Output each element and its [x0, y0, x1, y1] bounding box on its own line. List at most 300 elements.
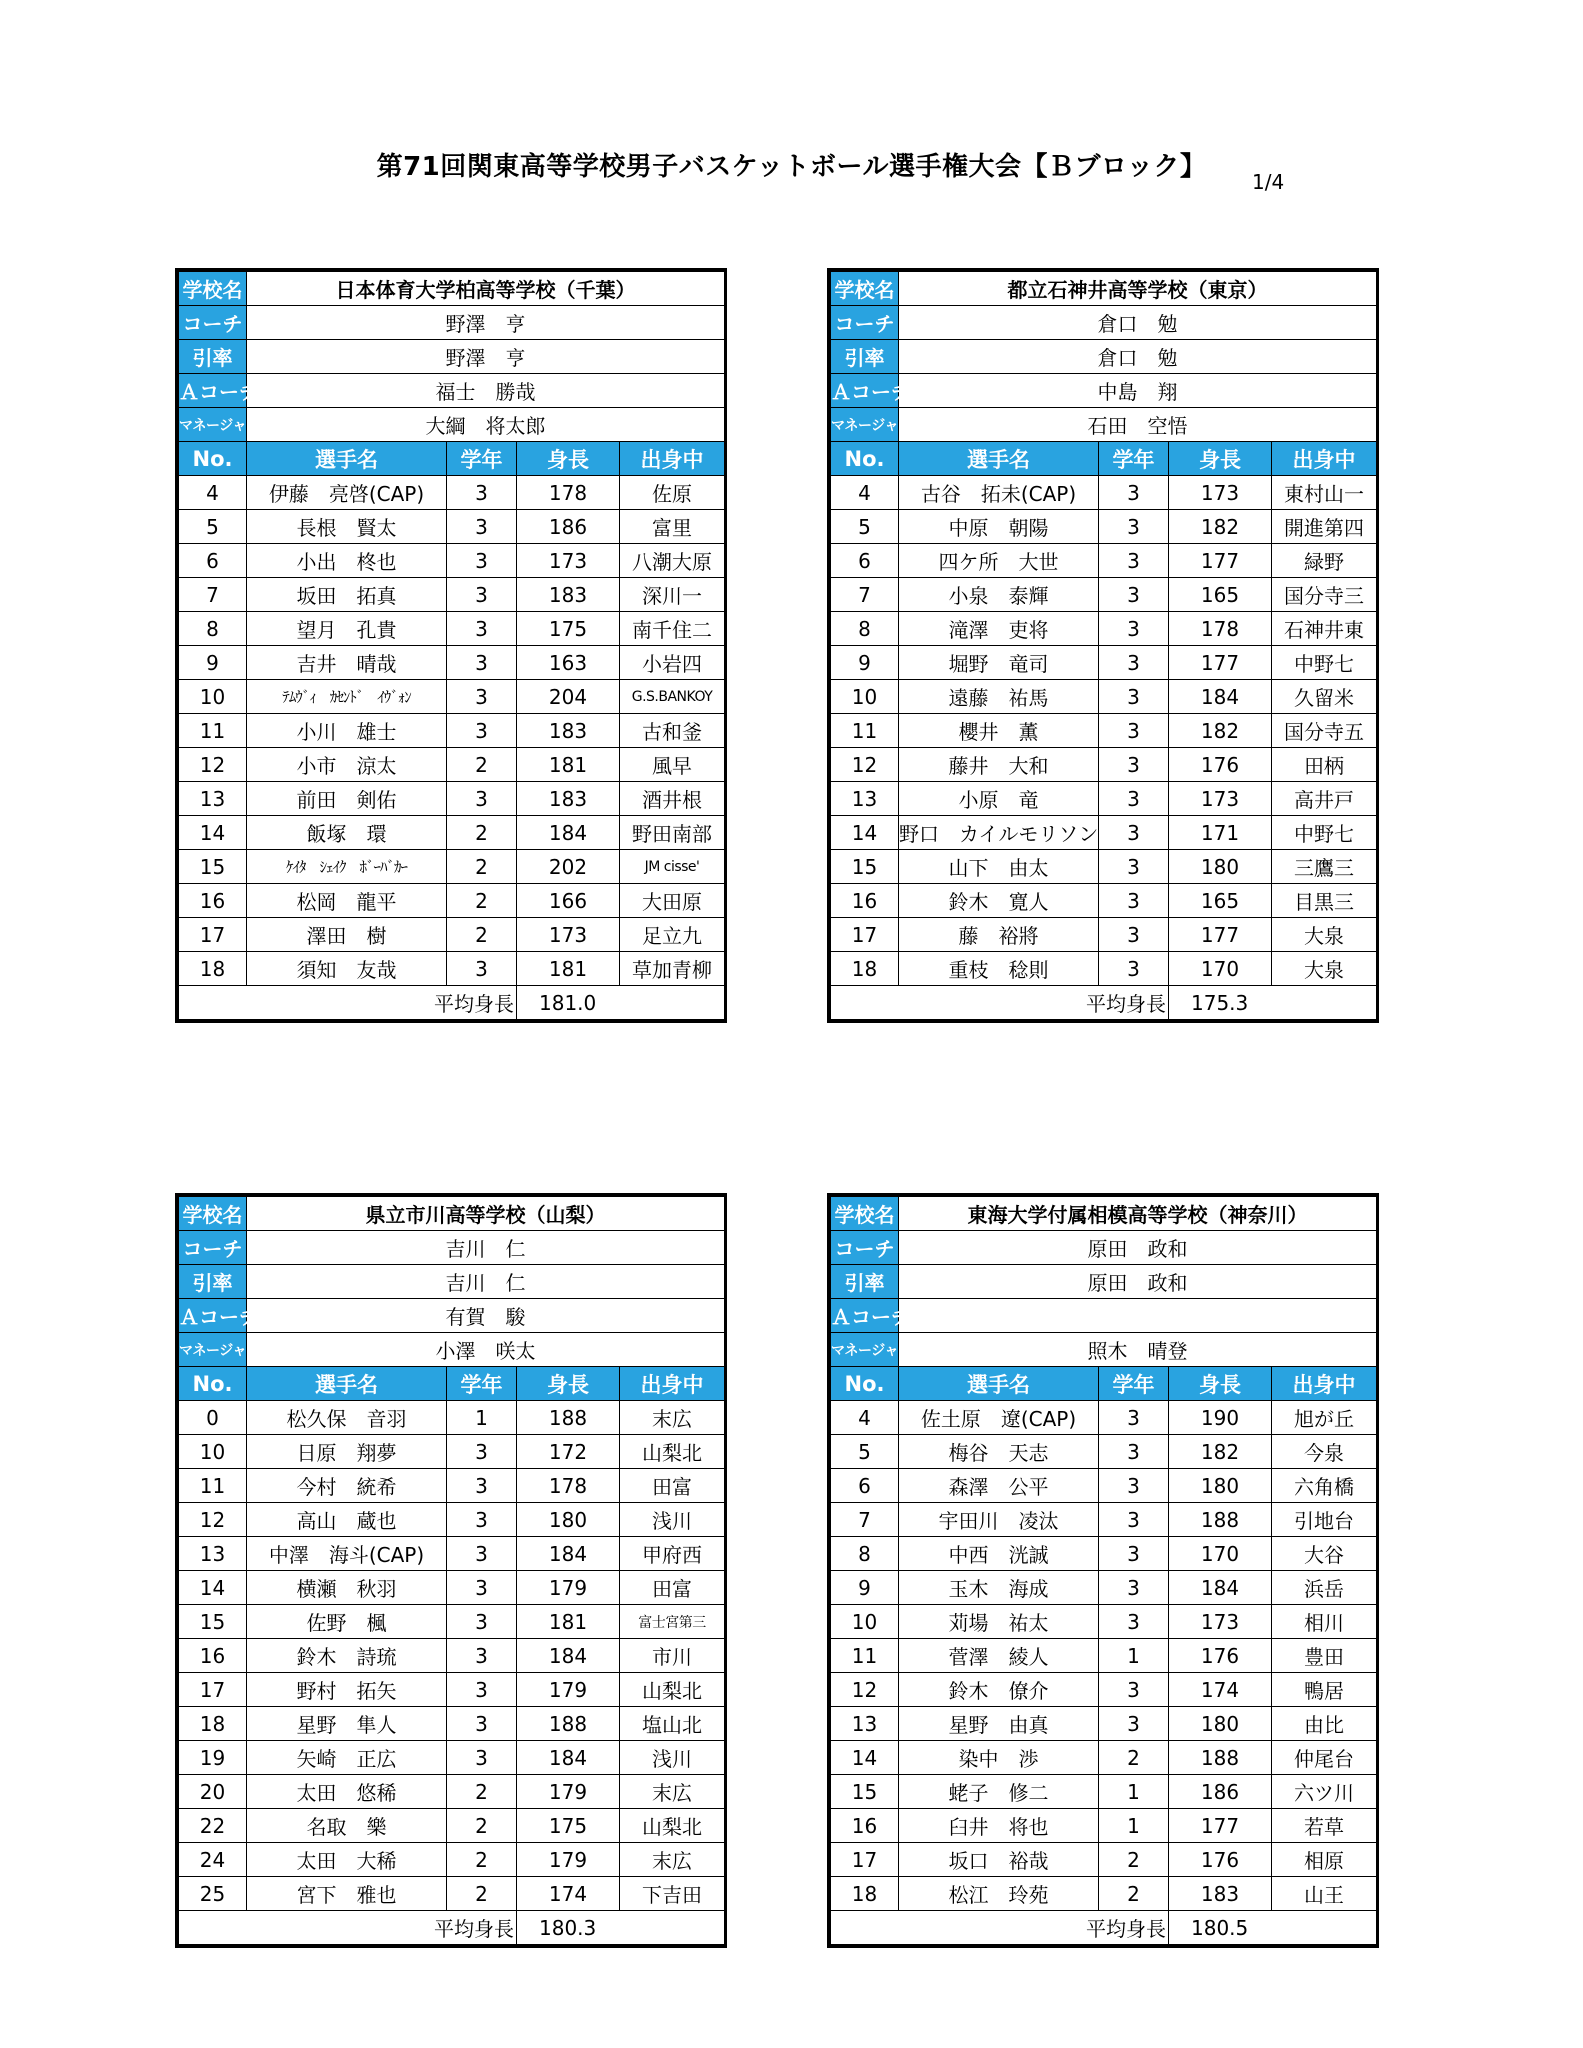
- player-junior-high: 六ツ川: [1272, 1775, 1377, 1809]
- player-number: 14: [179, 816, 247, 850]
- player-row: [179, 1571, 725, 1605]
- player-junior-high: 塩山北: [620, 1707, 725, 1741]
- player-grade: 2: [447, 1843, 517, 1877]
- player-name: 鈴木 僚介: [899, 1673, 1099, 1707]
- player-junior-high: 国分寺三: [1272, 578, 1377, 612]
- player-row: [179, 1469, 725, 1503]
- player-junior-high: 引地台: [1272, 1503, 1377, 1537]
- assistant-coach-name: 有賀 駿: [247, 1299, 725, 1333]
- player-grade: 3: [1099, 680, 1169, 714]
- player-junior-high: 由比: [1272, 1707, 1377, 1741]
- player-grade: 3: [1099, 510, 1169, 544]
- average-height-row: [179, 1911, 725, 1945]
- player-junior-high: 若草: [1272, 1809, 1377, 1843]
- player-number: 4: [831, 1401, 899, 1435]
- manager-name-row: [179, 408, 725, 442]
- assistant-coach-name-row: [831, 1299, 1377, 1333]
- player-grade: 3: [447, 578, 517, 612]
- player-grade: 3: [1099, 918, 1169, 952]
- coach-name: 野澤 亨: [247, 306, 725, 340]
- player-junior-high: 大泉: [1272, 918, 1377, 952]
- player-row: [179, 748, 725, 782]
- school-name: 県立市川高等学校（山梨）: [247, 1197, 725, 1231]
- player-name: 小川 雄士: [247, 714, 447, 748]
- player-junior-high: 田柄: [1272, 748, 1377, 782]
- player-grade: 3: [447, 1639, 517, 1673]
- player-number: 9: [179, 646, 247, 680]
- header-player-name: 選手名: [899, 1367, 1099, 1401]
- player-grade: 1: [1099, 1639, 1169, 1673]
- player-junior-high: 中野七: [1272, 646, 1377, 680]
- player-junior-high: 浅川: [620, 1741, 725, 1775]
- header-number: No.: [179, 1367, 247, 1401]
- coach-name-label: コーチ: [831, 1231, 899, 1265]
- player-grade: 3: [1099, 1503, 1169, 1537]
- player-row: [179, 646, 725, 680]
- player-grade: 3: [1099, 476, 1169, 510]
- average-height-value: 181.0: [517, 986, 725, 1020]
- player-number: 13: [831, 1707, 899, 1741]
- player-grade: 2: [447, 1877, 517, 1911]
- player-height: 174: [1169, 1673, 1272, 1707]
- player-junior-high: 市川: [620, 1639, 725, 1673]
- manager-name: 小澤 咲太: [247, 1333, 725, 1367]
- player-row: [831, 1537, 1377, 1571]
- player-name: 染中 渉: [899, 1741, 1099, 1775]
- player-name: 伊藤 亮啓(CAP): [247, 476, 447, 510]
- school-name: 日本体育大学柏高等学校（千葉）: [247, 272, 725, 306]
- player-junior-high: 六角橋: [1272, 1469, 1377, 1503]
- player-number: 16: [179, 884, 247, 918]
- player-height: 204: [517, 680, 620, 714]
- player-junior-high: 佐原: [620, 476, 725, 510]
- player-row: [179, 850, 725, 884]
- player-height: 183: [517, 714, 620, 748]
- player-name: 太田 悠稀: [247, 1775, 447, 1809]
- header-junior-high: 出身中: [620, 442, 725, 476]
- player-grade: 3: [447, 510, 517, 544]
- average-height-label: 平均身長: [831, 986, 1169, 1020]
- average-height-label: 平均身長: [179, 1911, 517, 1945]
- player-grade: 1: [1099, 1775, 1169, 1809]
- player-number: 10: [831, 1605, 899, 1639]
- player-number: 15: [179, 850, 247, 884]
- player-name: 堀野 竜司: [899, 646, 1099, 680]
- coach-name-label: コーチ: [179, 306, 247, 340]
- player-number: 7: [179, 578, 247, 612]
- coach-name-label: コーチ: [831, 306, 899, 340]
- player-name: 小原 竜: [899, 782, 1099, 816]
- player-height: 180: [1169, 1469, 1272, 1503]
- leader-name: 倉口 勉: [899, 340, 1377, 374]
- coach-name-row: [831, 306, 1377, 340]
- player-grade: 3: [1099, 816, 1169, 850]
- player-junior-high: 風早: [620, 748, 725, 782]
- player-junior-high: 高井戸: [1272, 782, 1377, 816]
- player-junior-high: 緑野: [1272, 544, 1377, 578]
- coach-name-row: [179, 1231, 725, 1265]
- assistant-coach-name: [899, 1299, 1377, 1333]
- player-name: 松久保 音羽: [247, 1401, 447, 1435]
- player-name: 宮下 雅也: [247, 1877, 447, 1911]
- player-height: 180: [517, 1503, 620, 1537]
- player-name: 梅谷 天志: [899, 1435, 1099, 1469]
- player-row: [831, 1571, 1377, 1605]
- player-name: 日原 翔夢: [247, 1435, 447, 1469]
- player-row: [831, 1639, 1377, 1673]
- player-row: [831, 1469, 1377, 1503]
- player-junior-high: 富士宮第三: [620, 1605, 725, 1639]
- player-height: 184: [1169, 1571, 1272, 1605]
- player-number: 13: [179, 1537, 247, 1571]
- team-roster-4: [827, 1193, 1379, 1948]
- player-row: [831, 510, 1377, 544]
- player-height: 179: [517, 1571, 620, 1605]
- player-height: 170: [1169, 952, 1272, 986]
- player-row: [831, 1877, 1377, 1911]
- player-number: 16: [831, 1809, 899, 1843]
- player-height: 171: [1169, 816, 1272, 850]
- player-junior-high: 甲府西: [620, 1537, 725, 1571]
- player-row: [179, 578, 725, 612]
- school-name-row: [179, 272, 725, 306]
- player-number: 13: [179, 782, 247, 816]
- player-number: 18: [831, 952, 899, 986]
- player-height: 184: [517, 1537, 620, 1571]
- player-height: 184: [517, 1741, 620, 1775]
- player-height: 176: [1169, 1639, 1272, 1673]
- player-height: 182: [1169, 714, 1272, 748]
- player-grade: 2: [447, 1809, 517, 1843]
- player-name: 長根 賢太: [247, 510, 447, 544]
- player-number: 5: [831, 1435, 899, 1469]
- manager-name-row: [831, 408, 1377, 442]
- player-number: 15: [831, 850, 899, 884]
- player-name: 臼井 将也: [899, 1809, 1099, 1843]
- player-name: 横瀬 秋羽: [247, 1571, 447, 1605]
- player-name: 佐土原 遼(CAP): [899, 1401, 1099, 1435]
- player-row: [179, 544, 725, 578]
- player-junior-high: 大泉: [1272, 952, 1377, 986]
- player-row: [831, 884, 1377, 918]
- player-number: 18: [831, 1877, 899, 1911]
- player-row: [179, 816, 725, 850]
- player-row: [179, 1775, 725, 1809]
- player-height: 183: [517, 782, 620, 816]
- player-number: 16: [831, 884, 899, 918]
- player-number: 20: [179, 1775, 247, 1809]
- average-height-row: [831, 986, 1377, 1020]
- player-height: 188: [1169, 1503, 1272, 1537]
- player-height: 173: [517, 544, 620, 578]
- player-junior-high: 田富: [620, 1571, 725, 1605]
- player-number: 0: [179, 1401, 247, 1435]
- roster-header-row: [831, 442, 1377, 476]
- player-height: 179: [517, 1775, 620, 1809]
- player-junior-high: 大谷: [1272, 1537, 1377, 1571]
- player-row: [179, 1877, 725, 1911]
- player-junior-high: 旭が丘: [1272, 1401, 1377, 1435]
- player-junior-high: 東村山一: [1272, 476, 1377, 510]
- player-height: 183: [1169, 1877, 1272, 1911]
- player-height: 190: [1169, 1401, 1272, 1435]
- school-name-row: [179, 1197, 725, 1231]
- player-row: [831, 1435, 1377, 1469]
- player-height: 184: [517, 816, 620, 850]
- player-height: 177: [1169, 646, 1272, 680]
- player-junior-high: 豊田: [1272, 1639, 1377, 1673]
- player-grade: 3: [1099, 748, 1169, 782]
- coach-name-label: コーチ: [179, 1231, 247, 1265]
- player-name: 飯塚 環: [247, 816, 447, 850]
- player-grade: 2: [447, 884, 517, 918]
- player-row: [179, 1605, 725, 1639]
- player-number: 11: [831, 714, 899, 748]
- coach-name: 倉口 勉: [899, 306, 1377, 340]
- manager-name-label: マネージャー: [179, 408, 247, 442]
- player-name: 中原 朝陽: [899, 510, 1099, 544]
- player-number: 11: [179, 714, 247, 748]
- player-grade: 3: [1099, 1537, 1169, 1571]
- player-number: 18: [179, 952, 247, 986]
- player-height: 184: [517, 1639, 620, 1673]
- player-grade: 3: [447, 714, 517, 748]
- player-height: 180: [1169, 1707, 1272, 1741]
- player-number: 6: [179, 544, 247, 578]
- player-height: 178: [517, 476, 620, 510]
- player-row: [831, 612, 1377, 646]
- player-grade: 3: [1099, 884, 1169, 918]
- player-junior-high: 足立九: [620, 918, 725, 952]
- player-junior-high: 中野七: [1272, 816, 1377, 850]
- player-name: 野村 拓矢: [247, 1673, 447, 1707]
- player-name: 遠藤 祐馬: [899, 680, 1099, 714]
- player-number: 14: [179, 1571, 247, 1605]
- player-junior-high: 田富: [620, 1469, 725, 1503]
- player-name: 古谷 拓未(CAP): [899, 476, 1099, 510]
- player-height: 175: [517, 1809, 620, 1843]
- player-junior-high: 石神井東: [1272, 612, 1377, 646]
- school-name-label: 学校名: [179, 1197, 247, 1231]
- player-name: 矢崎 正広: [247, 1741, 447, 1775]
- player-number: 8: [831, 1537, 899, 1571]
- player-name: 藤井 大和: [899, 748, 1099, 782]
- leader-name-label: 引率: [831, 1265, 899, 1299]
- header-number: No.: [831, 1367, 899, 1401]
- player-junior-high: 山王: [1272, 1877, 1377, 1911]
- player-number: 24: [179, 1843, 247, 1877]
- player-name: ﾃﾑｳﾞｨ ｶｾﾝﾄﾞ ｲｳﾞｫﾝ: [247, 680, 447, 714]
- coach-name: 吉川 仁: [247, 1231, 725, 1265]
- player-grade: 3: [1099, 1707, 1169, 1741]
- player-junior-high: 下吉田: [620, 1877, 725, 1911]
- roster-header-row: [179, 442, 725, 476]
- player-height: 173: [1169, 782, 1272, 816]
- player-name: 小市 涼太: [247, 748, 447, 782]
- header-junior-high: 出身中: [620, 1367, 725, 1401]
- player-grade: 3: [447, 1707, 517, 1741]
- player-number: 10: [831, 680, 899, 714]
- player-height: 177: [1169, 544, 1272, 578]
- player-junior-high: 今泉: [1272, 1435, 1377, 1469]
- player-name: 櫻井 薫: [899, 714, 1099, 748]
- header-junior-high: 出身中: [1272, 442, 1377, 476]
- manager-name: 石田 空悟: [899, 408, 1377, 442]
- player-grade: 1: [1099, 1809, 1169, 1843]
- player-name: 今村 統希: [247, 1469, 447, 1503]
- player-row: [831, 714, 1377, 748]
- player-name: 須知 友哉: [247, 952, 447, 986]
- assistant-coach-name-row: [831, 374, 1377, 408]
- header-junior-high: 出身中: [1272, 1367, 1377, 1401]
- player-row: [831, 578, 1377, 612]
- player-number: 6: [831, 1469, 899, 1503]
- average-height-label: 平均身長: [831, 1911, 1169, 1945]
- player-number: 17: [831, 918, 899, 952]
- player-grade: 3: [447, 952, 517, 986]
- player-grade: 2: [447, 918, 517, 952]
- player-row: [179, 782, 725, 816]
- player-row: [179, 1809, 725, 1843]
- player-number: 11: [831, 1639, 899, 1673]
- player-height: 165: [1169, 884, 1272, 918]
- player-name: 澤田 樹: [247, 918, 447, 952]
- player-junior-high: 山梨北: [620, 1809, 725, 1843]
- player-grade: 3: [1099, 952, 1169, 986]
- header-player-name: 選手名: [247, 442, 447, 476]
- player-grade: 3: [1099, 1435, 1169, 1469]
- player-name: 松江 玲苑: [899, 1877, 1099, 1911]
- player-height: 173: [1169, 476, 1272, 510]
- player-row: [831, 1843, 1377, 1877]
- player-junior-high: 末広: [620, 1843, 725, 1877]
- header-height: 身長: [517, 442, 620, 476]
- player-number: 10: [179, 1435, 247, 1469]
- player-number: 14: [831, 816, 899, 850]
- player-name: 吉井 晴哉: [247, 646, 447, 680]
- coach-name: 原田 政和: [899, 1231, 1377, 1265]
- leader-name-label: 引率: [179, 340, 247, 374]
- player-name: 宇田川 凌汰: [899, 1503, 1099, 1537]
- player-number: 11: [179, 1469, 247, 1503]
- player-grade: 2: [1099, 1843, 1169, 1877]
- player-grade: 3: [447, 1537, 517, 1571]
- player-height: 177: [1169, 918, 1272, 952]
- manager-name-row: [179, 1333, 725, 1367]
- page-number: 1/4: [1252, 170, 1285, 194]
- school-name-label: 学校名: [831, 272, 899, 306]
- player-row: [831, 1809, 1377, 1843]
- header-grade: 学年: [1099, 442, 1169, 476]
- player-grade: 3: [1099, 1673, 1169, 1707]
- player-name: 星野 由真: [899, 1707, 1099, 1741]
- player-row: [831, 1673, 1377, 1707]
- leader-name-row: [831, 1265, 1377, 1299]
- player-junior-high: 深川一: [620, 578, 725, 612]
- player-name: 山下 由太: [899, 850, 1099, 884]
- manager-name: 大綱 将太郎: [247, 408, 725, 442]
- player-number: 17: [179, 918, 247, 952]
- player-grade: 3: [1099, 1401, 1169, 1435]
- player-number: 4: [831, 476, 899, 510]
- player-name: 菅澤 綾人: [899, 1639, 1099, 1673]
- player-name: 星野 隼人: [247, 1707, 447, 1741]
- average-height-row: [831, 1911, 1377, 1945]
- player-grade: 3: [447, 1435, 517, 1469]
- average-height-value: 180.5: [1169, 1911, 1377, 1945]
- player-grade: 3: [447, 680, 517, 714]
- player-row: [179, 714, 725, 748]
- header-number: No.: [179, 442, 247, 476]
- player-number: 16: [179, 1639, 247, 1673]
- player-row: [831, 1741, 1377, 1775]
- manager-name: 照木 晴登: [899, 1333, 1377, 1367]
- player-row: [179, 1639, 725, 1673]
- leader-name: 吉川 仁: [247, 1265, 725, 1299]
- player-junior-high: 草加青柳: [620, 952, 725, 986]
- school-name: 都立石神井高等学校（東京）: [899, 272, 1377, 306]
- player-row: [179, 1741, 725, 1775]
- player-row: [179, 1537, 725, 1571]
- player-row: [831, 646, 1377, 680]
- player-height: 166: [517, 884, 620, 918]
- player-name: ｹｲﾀ ｼｪｲｸ ﾎﾞｰﾊﾞｶｰ: [247, 850, 447, 884]
- leader-name: 野澤 亨: [247, 340, 725, 374]
- player-number: 12: [831, 748, 899, 782]
- assistant-coach-name-row: [179, 374, 725, 408]
- player-row: [831, 544, 1377, 578]
- player-row: [179, 510, 725, 544]
- player-height: 177: [1169, 1809, 1272, 1843]
- manager-name-label: マネージャー: [831, 408, 899, 442]
- player-junior-high: 末広: [620, 1401, 725, 1435]
- player-name: 名取 樂: [247, 1809, 447, 1843]
- average-height-value: 175.3: [1169, 986, 1377, 1020]
- player-junior-high: 国分寺五: [1272, 714, 1377, 748]
- player-grade: 3: [447, 476, 517, 510]
- player-row: [831, 1401, 1377, 1435]
- leader-name-label: 引率: [831, 340, 899, 374]
- player-grade: 1: [447, 1401, 517, 1435]
- player-height: 178: [1169, 612, 1272, 646]
- player-row: [831, 1707, 1377, 1741]
- player-height: 163: [517, 646, 620, 680]
- player-name: 望月 孔貴: [247, 612, 447, 646]
- player-height: 165: [1169, 578, 1272, 612]
- player-height: 183: [517, 578, 620, 612]
- player-grade: 2: [447, 748, 517, 782]
- manager-name-row: [831, 1333, 1377, 1367]
- player-row: [831, 680, 1377, 714]
- header-grade: 学年: [1099, 1367, 1169, 1401]
- player-number: 9: [831, 1571, 899, 1605]
- player-row: [831, 1605, 1377, 1639]
- header-grade: 学年: [447, 442, 517, 476]
- player-junior-high: 南千住二: [620, 612, 725, 646]
- player-name: 玉木 海成: [899, 1571, 1099, 1605]
- player-number: 18: [179, 1707, 247, 1741]
- team-roster-1: [175, 268, 727, 1023]
- player-grade: 3: [447, 544, 517, 578]
- player-name: 坂田 拓真: [247, 578, 447, 612]
- player-height: 184: [1169, 680, 1272, 714]
- player-row: [831, 476, 1377, 510]
- player-height: 181: [517, 952, 620, 986]
- player-junior-high: 小岩四: [620, 646, 725, 680]
- player-number: 25: [179, 1877, 247, 1911]
- player-number: 15: [831, 1775, 899, 1809]
- manager-name-label: マネージャー: [831, 1333, 899, 1367]
